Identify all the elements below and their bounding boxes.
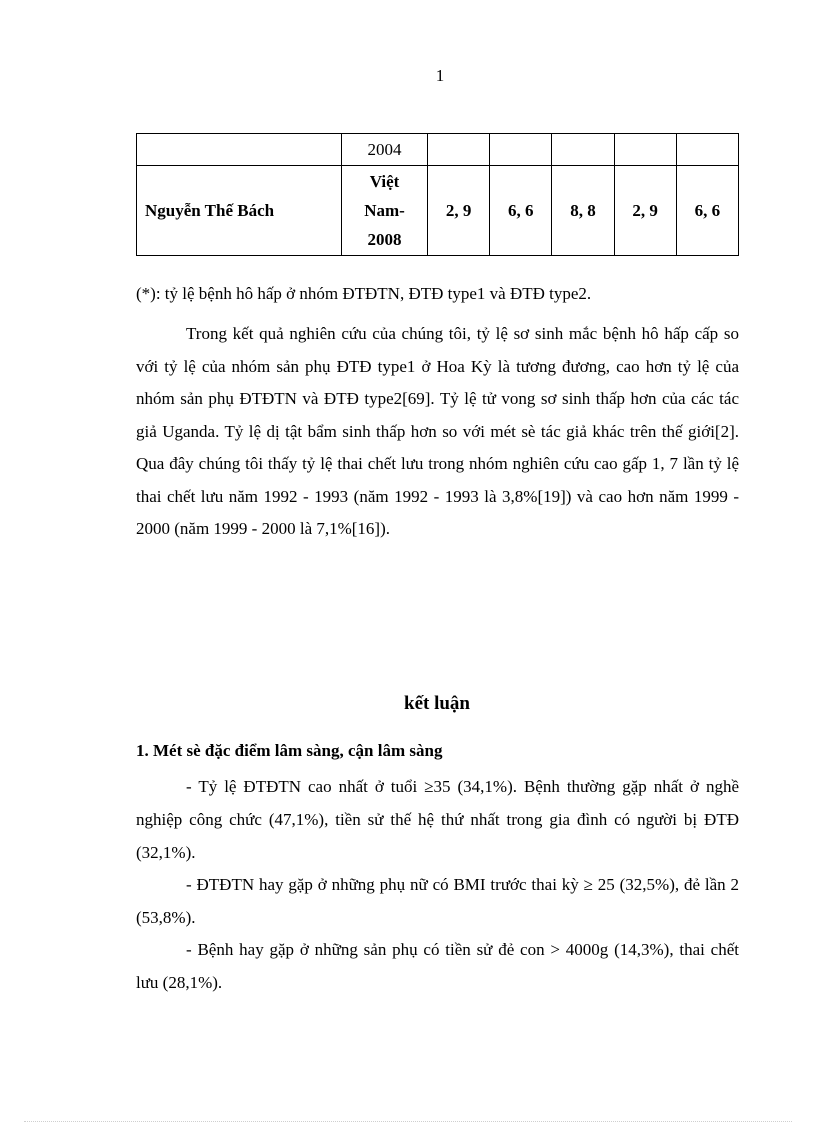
country-line: 2008 — [367, 230, 402, 249]
list-item-text: - Bệnh hay gặp ở những sản phụ có tiền sử đẻ con > 4000g (14,3%), thai chết lưu (28,1%). — [136, 940, 739, 992]
table-cell — [676, 134, 738, 166]
table-cell-value: 6, 6 — [490, 166, 552, 256]
data-table — [136, 133, 739, 256]
table-cell-value: 8, 8 — [552, 166, 614, 256]
page-bottom-divider — [24, 1121, 792, 1122]
country-line: Việt — [369, 172, 400, 191]
table-cell-country: 2004 — [342, 134, 428, 166]
table-cell — [552, 134, 614, 166]
page-number: 1 — [435, 66, 445, 85]
table-cell-value: 2, 9 — [614, 166, 676, 256]
list-item — [136, 933, 739, 999]
table-row — [137, 166, 739, 256]
table-footnote: (*): tỷ lệ bệnh hô hấp ở nhóm ĐTĐTN, ĐTĐ type1 và ĐTĐ type2. — [136, 284, 592, 303]
table-cell-author: Nguyễn Thế Bách — [137, 166, 342, 256]
table-cell — [490, 134, 552, 166]
list-item — [136, 770, 739, 869]
list-item-text: - Tỷ lệ ĐTĐTN cao nhất ở tuổi ≥35 (34,1%). Bệnh thường gặp nhất ở nghề nghiệp công chức (47,1%), tiền sử thế hệ thứ nhất trong gia đình có người bị ĐTĐ (32,1%). — [136, 777, 739, 862]
country-line: Nam- — [364, 201, 405, 220]
table-cell-value: 2, 9 — [428, 166, 490, 256]
paragraph-text: Trong kết quả nghiên cứu của chúng tôi, tỷ lệ sơ sinh mắc bệnh hô hấp cấp so với tỷ lệ của nhóm sản phụ ĐTĐ type1 ở Hoa Kỳ là tương đương, cao hơn tỷ lệ của nhóm sản phụ ĐTĐTN và ĐTĐ type2[69]. Tỷ lệ tử vong sơ sinh thấp hơn của các tác giả Uganda. Tỷ lệ dị tật bẩm sinh thấp hơn so với mét sè tác giả khác trên thế giới[2]. Qua đây chúng tôi thấy tỷ lệ thai chết lưu trong nhóm nghiên cứu cao gấp 1, 7 lần tỷ lệ thai chết lưu năm 1992 - 1993 (năm 1992 - 1993 là 3,8%[19]) và cao hơn năm 1999 - 2000 (năm 1999 - 2000 là 7,1%[16]). — [136, 324, 739, 538]
table-cell-value: 6, 6 — [676, 166, 738, 256]
list-item — [136, 868, 739, 934]
table-cell-country — [342, 166, 428, 256]
section-title: 1. Mét sè đặc điểm lâm sàng, cận lâm sàng — [136, 741, 443, 760]
table-cell — [614, 134, 676, 166]
table-cell-author — [137, 134, 342, 166]
table-row — [137, 134, 739, 166]
conclusion-heading: kết luận — [404, 693, 470, 714]
list-item-text: - ĐTĐTN hay gặp ở những phụ nữ có BMI trước thai kỳ ≥ 25 (32,5%), đẻ lần 2 (53,8%). — [136, 875, 739, 927]
body-paragraph — [136, 318, 739, 546]
table-cell — [428, 134, 490, 166]
